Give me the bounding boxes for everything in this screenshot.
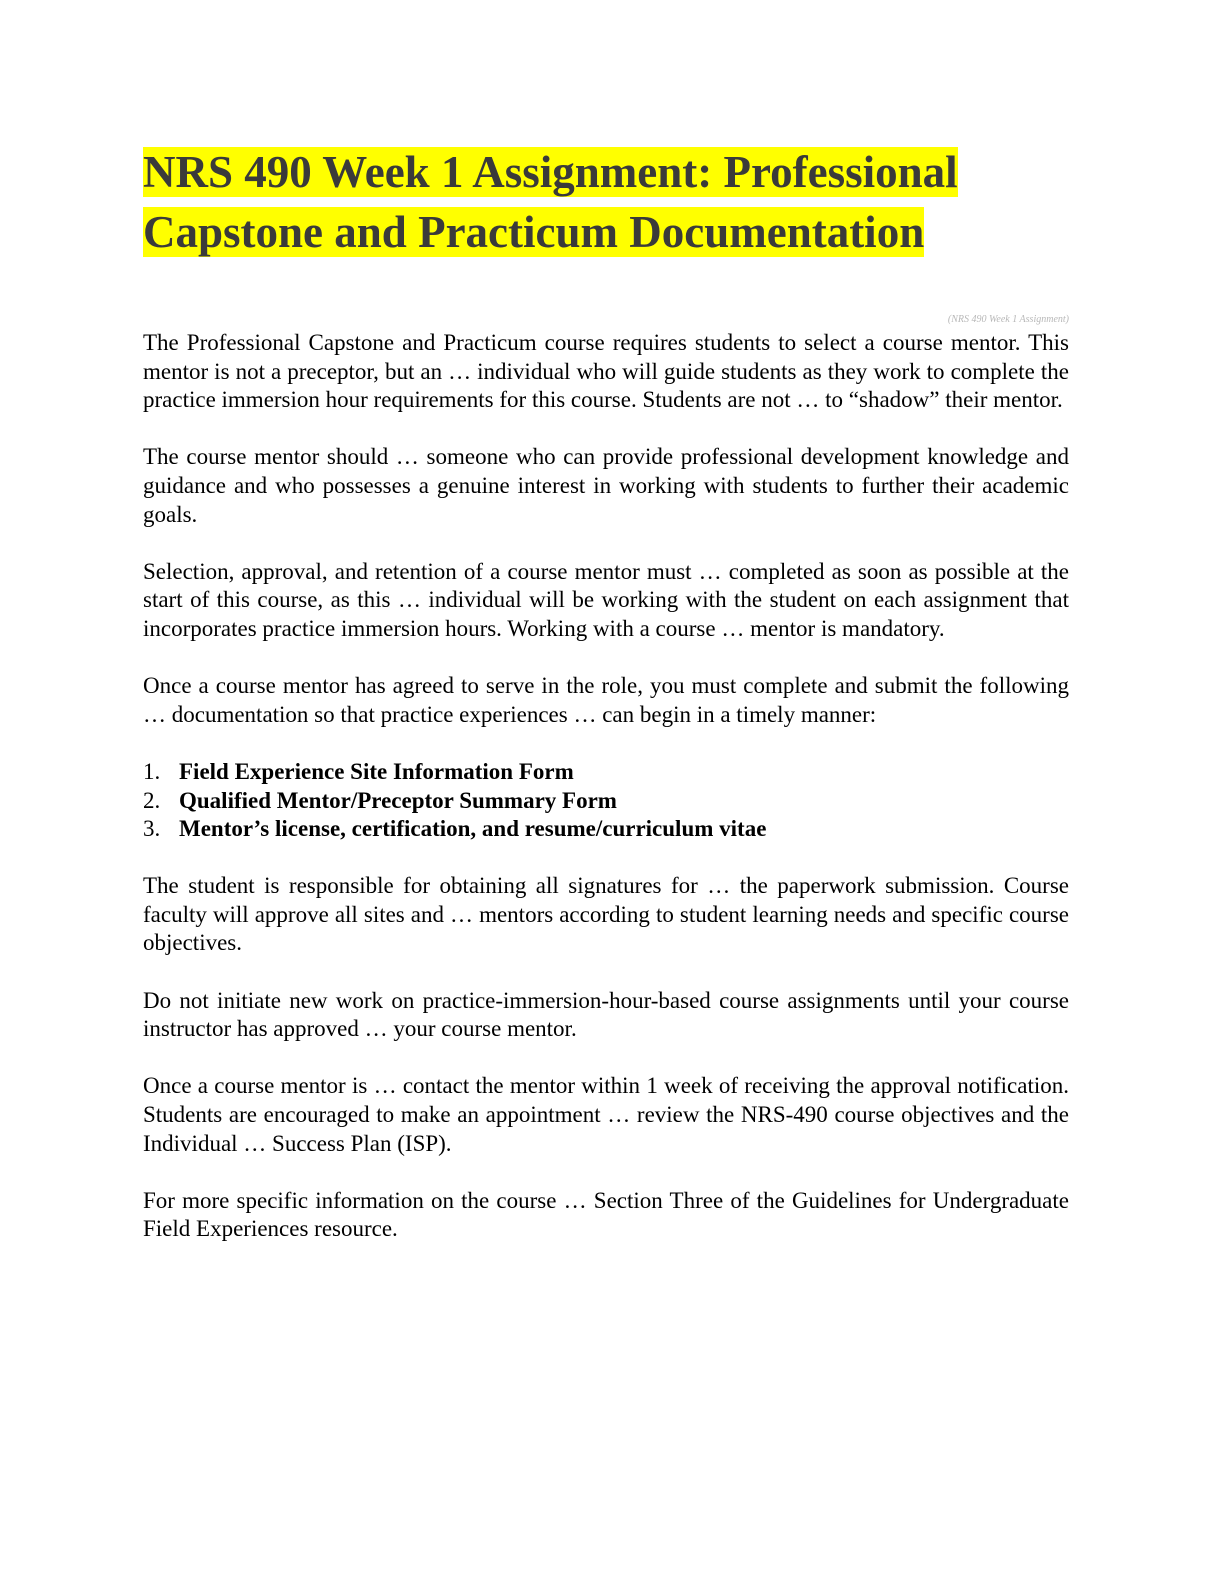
document-title <box>143 142 983 262</box>
paragraph-mentor-qualities: The course mentor should … someone who can provide professional development knowledge and guidance and who possesses a genuine interest in working with students to further their academic goals. <box>143 444 1069 527</box>
document-title-highlight: NRS 490 Week 1 Assignment: Professional Capstone and Practicum Documentation <box>143 147 958 257</box>
list-item-number: 1. <box>143 758 161 784</box>
list-item-number: 3. <box>143 816 161 842</box>
paragraph-contact-mentor: Once a course mentor is … contact the mentor within 1 week of receiving the approval notification. Students are encouraged to make an appointment … review the NRS-490 course objectives and the Individual … Success Plan (ISP). <box>143 1073 1069 1156</box>
list-item-text: Qualified Mentor/Preceptor Summary Form <box>179 787 617 813</box>
list-item <box>143 758 1069 787</box>
list-item-text: Mentor’s license, certification, and resume/curriculum vitae <box>179 816 767 842</box>
list-item-number: 2. <box>143 787 161 813</box>
paragraph-do-not-initiate: Do not initiate new work on practice-immersion-hour-based course assignments until your course instructor has approved … your course mentor. <box>143 987 1069 1042</box>
paragraph-mentor-selection: The Professional Capstone and Practicum course requires students to select a course mentor. This mentor is not a preceptor, but an … individual who will guide students as they work to complete the practice immersion hour requirements for this course. Students are not … to “shadow” their mentor. <box>143 330 1069 413</box>
list-item <box>143 787 1069 816</box>
paragraph-documentation-intro: Once a course mentor has agreed to serve in the role, you must complete and submit the following … documentation so that practice experiences … can begin in a timely manner: <box>143 673 1069 727</box>
paragraph-more-information: For more specific information on the course … Section Three of the Guidelines for Undergraduate Field Experiences resource. <box>143 1187 1069 1242</box>
list-item <box>143 815 1069 844</box>
paragraph-mentor-approval: Selection, approval, and retention of a course mentor must … completed as soon as possible at the start of this course, as this … individual will be working with the student on each assignment that incorporates practice immersion hours. Working with a course … mentor is mandatory. <box>143 558 1069 641</box>
documentation-list <box>143 758 1069 844</box>
document-caption: (NRS 490 Week 1 Assignment) <box>947 314 1069 325</box>
paragraph-signatures: The student is responsible for obtaining all signatures for … the paperwork submission. Course faculty will approve all sites and … mentors according to student learning needs and specific course objectives. <box>143 873 1069 956</box>
list-item-text: Field Experience Site Information Form <box>179 758 574 784</box>
document-body <box>143 329 1069 1273</box>
